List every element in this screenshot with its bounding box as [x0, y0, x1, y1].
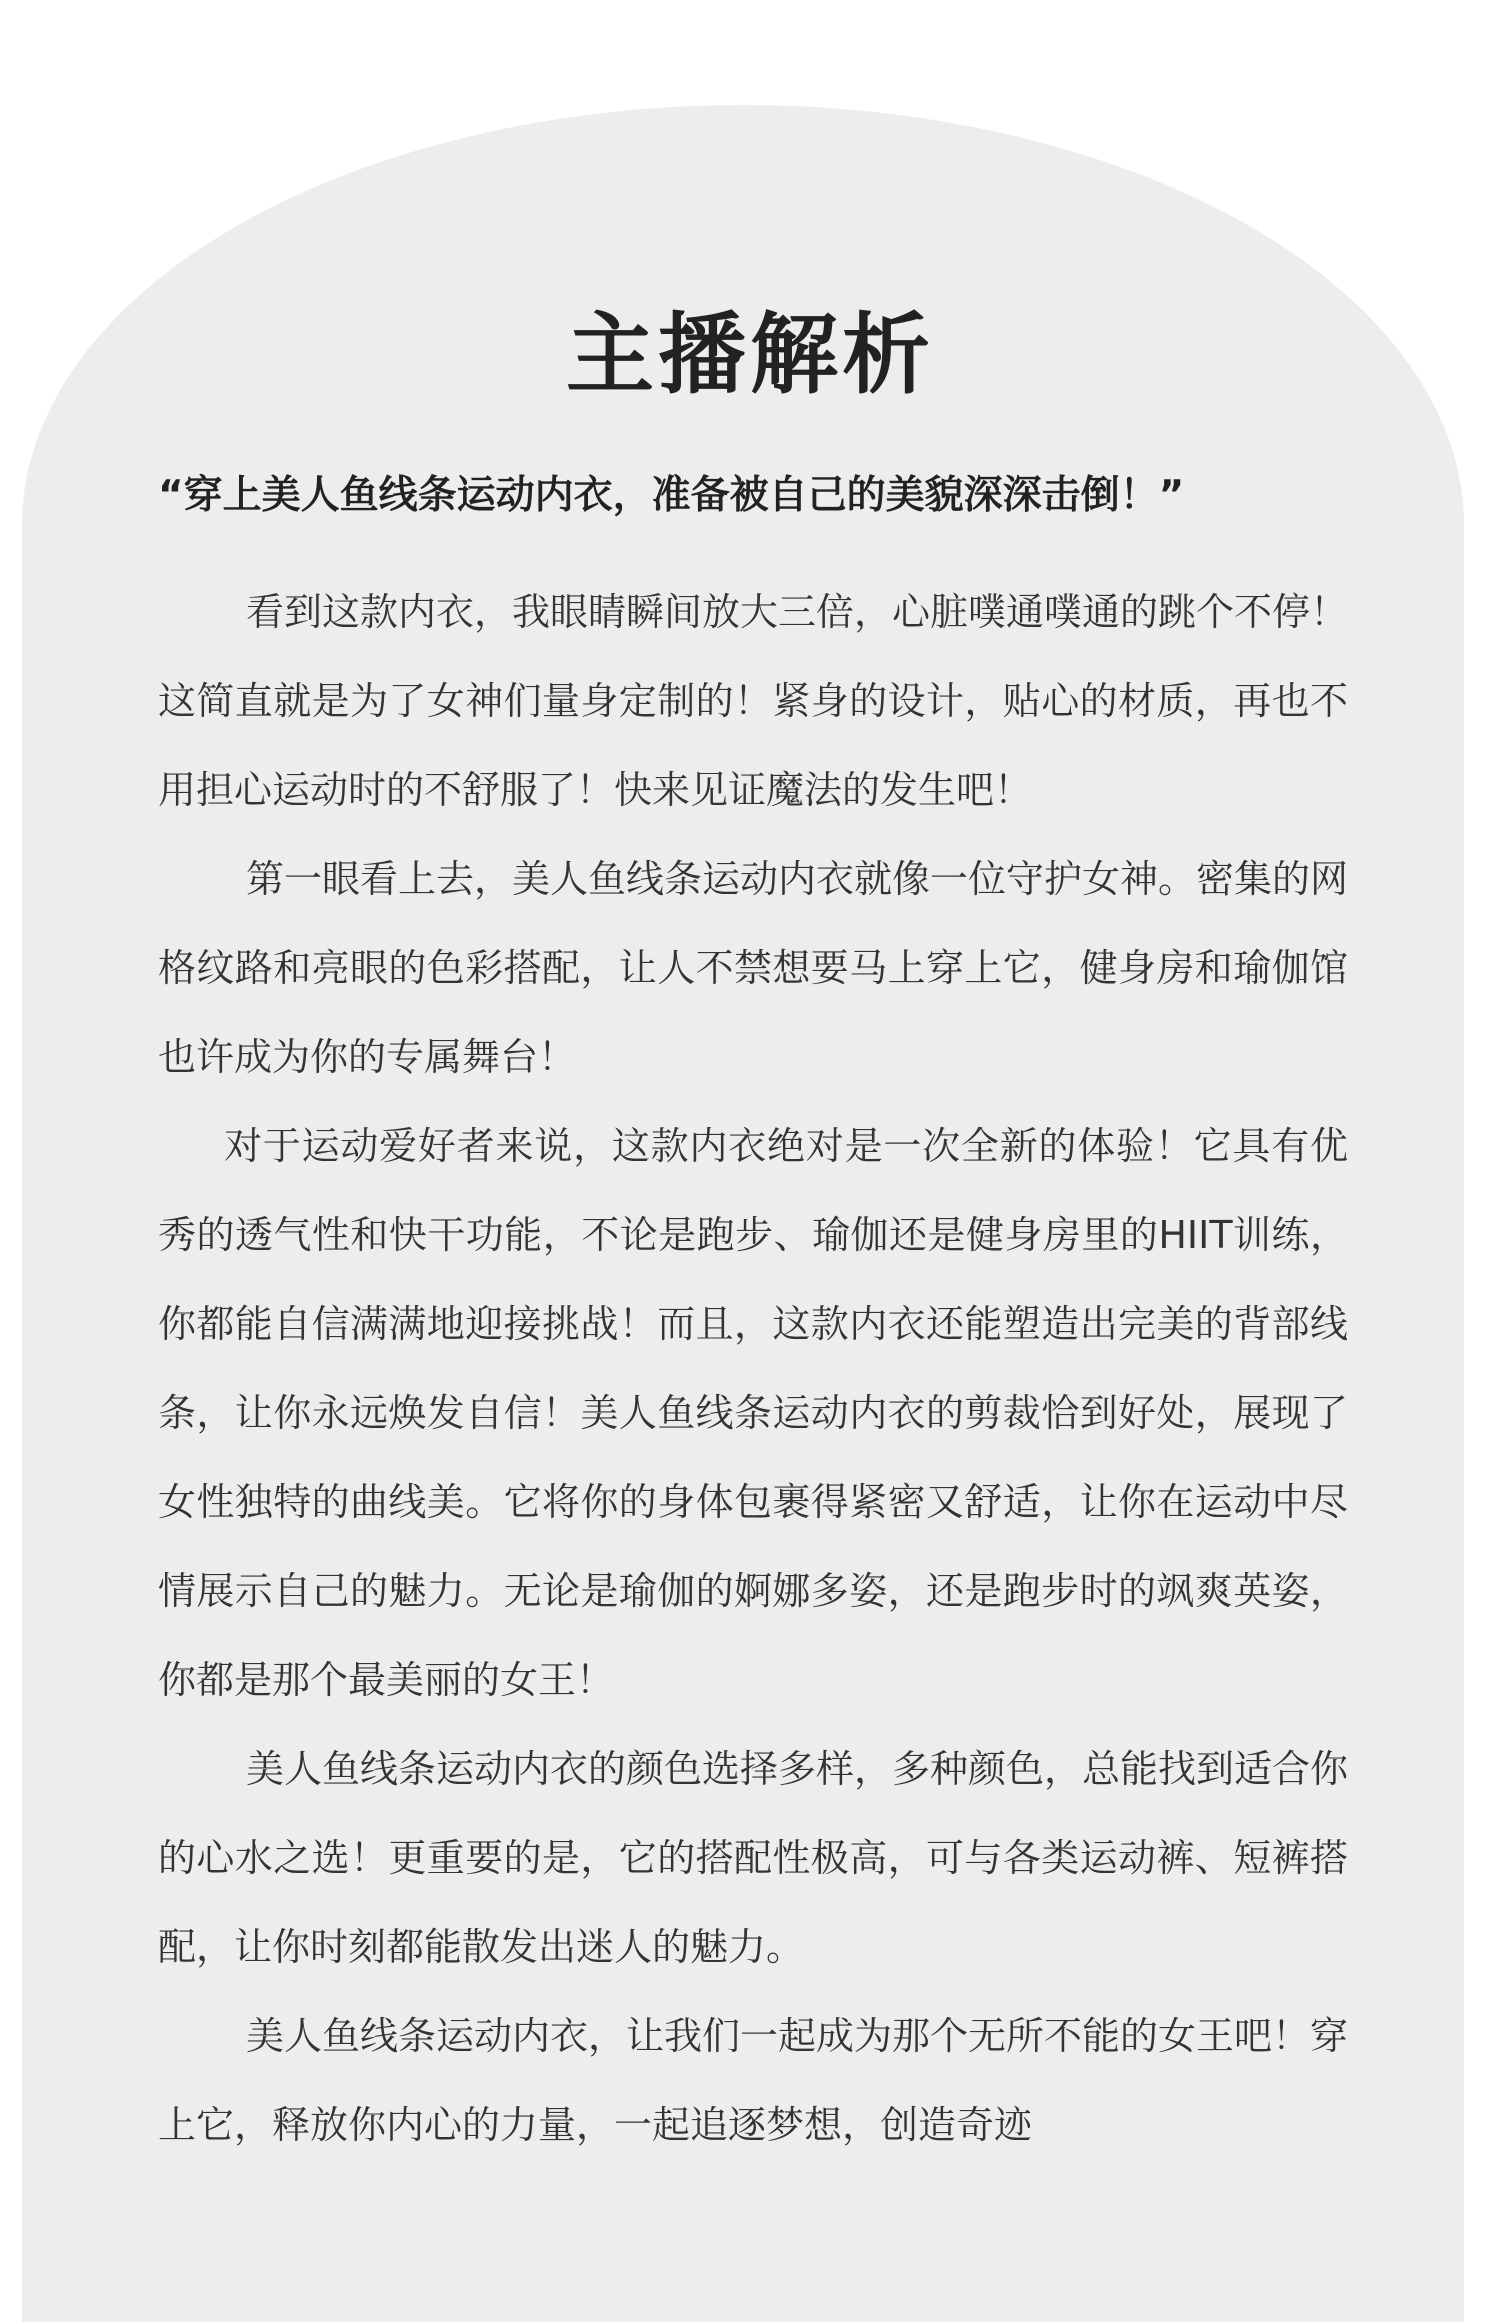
paragraph: 看到这款内衣，我眼睛瞬间放大三倍，心脏噗通噗通的跳个不停！这简直就是为了女神们量身定制的！紧身的设计，贴心的材质，再也不用担心运动时的不舒服了！快来见证魔法的发生吧！ — [158, 590, 1349, 812]
paragraph: 美人鱼线条运动内衣，让我们一起成为那个无所不能的女王吧！穿上它，释放你内心的力量，一起追逐梦想，创造奇迹 — [158, 2014, 1349, 2147]
tagline-quote: “穿上美人鱼线条运动内衣，准备被自己的美貌深深击倒！” — [158, 473, 1185, 518]
page-title: 主播解析 — [565, 303, 934, 406]
article-body — [158, 568, 1348, 2170]
paragraph: 美人鱼线条运动内衣的颜色选择多样，多种颜色，总能找到适合你的心水之选！更重要的是，它的搭配性极高，可与各类运动裤、短裤搭配，让你时刻都能散发出迷人的魅力。 — [158, 1747, 1349, 1969]
paragraph: 第一眼看上去，美人鱼线条运动内衣就像一位守护女神。密集的网格纹路和亮眼的色彩搭配，让人不禁想要马上穿上它，健身房和瑜伽馆也许成为你的专属舞台！ — [158, 857, 1349, 1079]
paragraph: 对于运动爱好者来说，这款内衣绝对是一次全新的体验！它具有优秀的透气性和快干功能，不论是跑步、瑜伽还是健身房里的HIIT训练，你都能自信满满地迎接挑战！而且，这款内衣还能塑造出完美的背部线条，让你永远焕发自信！美人鱼线条运动内衣的剪裁恰到好处，展现了女性独特的曲线美。它将你的身体包裹得紧密又舒适，让你在运动中尽情展示自己的魅力。无论是瑜伽的婀娜多姿，还是跑步时的飒爽英姿，你都是那个最美丽的女王！ — [158, 1124, 1348, 1702]
